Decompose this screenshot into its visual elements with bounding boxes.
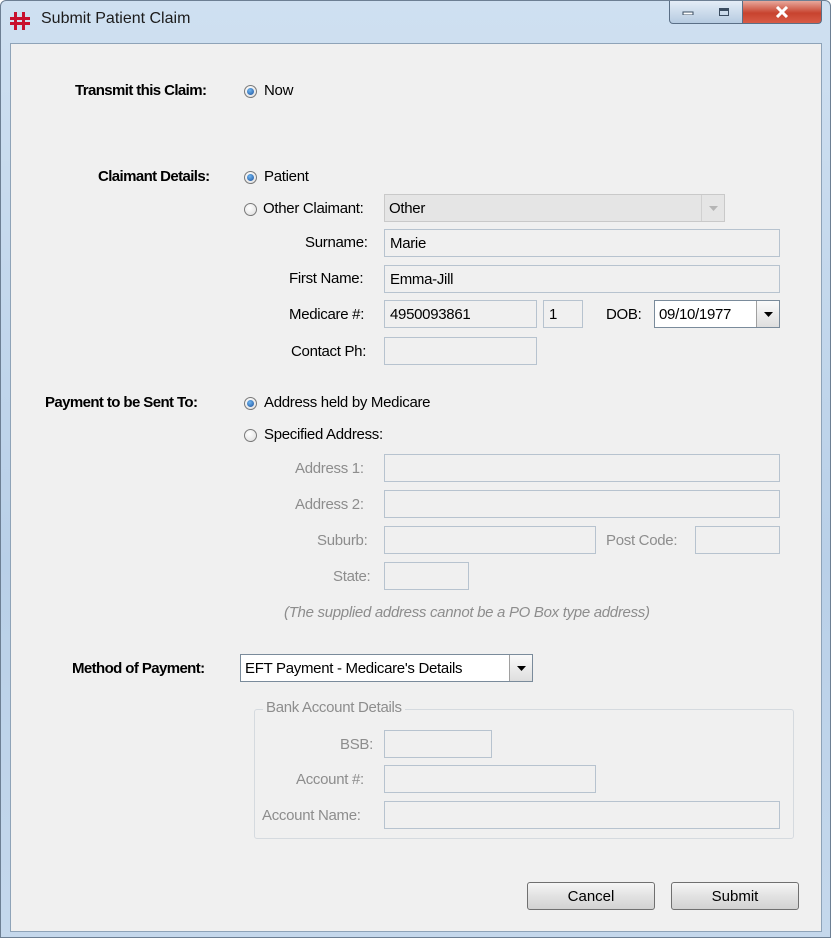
dialog-body bbox=[10, 43, 822, 932]
claimant-label: Claimant Details: bbox=[98, 168, 210, 185]
other-claimant-select[interactable] bbox=[384, 194, 725, 222]
method-label: Method of Payment: bbox=[72, 660, 205, 677]
payment-medicare-radio[interactable] bbox=[244, 397, 257, 410]
address1-field[interactable] bbox=[384, 454, 780, 482]
surname-label: Surname: bbox=[305, 234, 368, 251]
dob-value: 09/10/1977 bbox=[659, 306, 732, 323]
claimant-other-label[interactable]: Other Claimant: bbox=[263, 200, 364, 217]
payment-specified-label[interactable]: Specified Address: bbox=[264, 426, 383, 443]
close-icon bbox=[775, 6, 789, 18]
dob-label: DOB: bbox=[606, 306, 642, 323]
surname-field[interactable]: Marie bbox=[384, 229, 780, 257]
window-title: Submit Patient Claim bbox=[41, 10, 191, 27]
app-logo-icon bbox=[9, 10, 31, 32]
postcode-label: Post Code: bbox=[606, 532, 678, 549]
first-name-label: First Name: bbox=[289, 270, 364, 287]
transmit-now-label[interactable]: Now bbox=[264, 82, 294, 99]
chevron-down-icon bbox=[517, 666, 526, 671]
dob-dropdown[interactable] bbox=[756, 301, 779, 327]
other-claimant-value: Other bbox=[389, 200, 426, 217]
claimant-other-radio[interactable] bbox=[244, 203, 257, 216]
claimant-patient-radio[interactable] bbox=[244, 171, 257, 184]
first-name-field[interactable]: Emma-Jill bbox=[384, 265, 780, 293]
cancel-label: Cancel bbox=[567, 887, 615, 905]
account-number-label: Account #: bbox=[296, 771, 364, 788]
payment-to-label: Payment to be Sent To: bbox=[45, 394, 198, 411]
account-name-field[interactable] bbox=[384, 801, 780, 829]
other-claimant-dropdown[interactable] bbox=[701, 195, 724, 221]
address1-label: Address 1: bbox=[295, 460, 364, 477]
medicare-irn-field[interactable]: 1 bbox=[543, 300, 583, 328]
transmit-now-radio[interactable] bbox=[244, 85, 257, 98]
bank-account-legend: Bank Account Details bbox=[263, 699, 405, 716]
method-value: EFT Payment - Medicare's Details bbox=[245, 660, 463, 677]
minimize-button[interactable] bbox=[669, 1, 707, 24]
contact-ph-field[interactable] bbox=[384, 337, 537, 365]
submit-label: Submit bbox=[711, 887, 759, 905]
suburb-field[interactable] bbox=[384, 526, 596, 554]
transmit-label: Transmit this Claim: bbox=[75, 82, 207, 99]
method-dropdown[interactable] bbox=[509, 655, 532, 681]
address2-field[interactable] bbox=[384, 490, 780, 518]
maximize-icon bbox=[718, 7, 730, 17]
medicare-label: Medicare #: bbox=[289, 306, 365, 323]
chevron-down-icon bbox=[764, 312, 773, 317]
dob-date-picker[interactable] bbox=[654, 300, 780, 328]
account-name-label: Account Name: bbox=[262, 807, 361, 824]
title-bar[interactable] bbox=[1, 1, 830, 43]
medicare-number-field[interactable]: 4950093861 bbox=[384, 300, 537, 328]
payment-specified-radio[interactable] bbox=[244, 429, 257, 442]
claimant-patient-label[interactable]: Patient bbox=[264, 168, 309, 185]
bsb-field[interactable] bbox=[384, 730, 492, 758]
payment-medicare-label[interactable]: Address held by Medicare bbox=[264, 394, 431, 411]
minimize-icon bbox=[682, 9, 694, 15]
maximize-button[interactable] bbox=[706, 1, 743, 24]
contact-ph-label: Contact Ph: bbox=[291, 343, 367, 360]
account-number-field[interactable] bbox=[384, 765, 596, 793]
suburb-label: Suburb: bbox=[317, 532, 368, 549]
method-of-payment-select[interactable] bbox=[240, 654, 533, 682]
address2-label: Address 2: bbox=[295, 496, 364, 513]
state-field[interactable] bbox=[384, 562, 469, 590]
state-label: State: bbox=[333, 568, 371, 585]
postcode-field[interactable] bbox=[695, 526, 780, 554]
submit-button[interactable] bbox=[671, 882, 799, 910]
bsb-label: BSB: bbox=[340, 736, 373, 753]
chevron-down-icon bbox=[709, 206, 718, 211]
close-button[interactable] bbox=[743, 1, 822, 24]
cancel-button[interactable] bbox=[527, 882, 655, 910]
po-box-note: (The supplied address cannot be a PO Box type address) bbox=[284, 604, 650, 621]
